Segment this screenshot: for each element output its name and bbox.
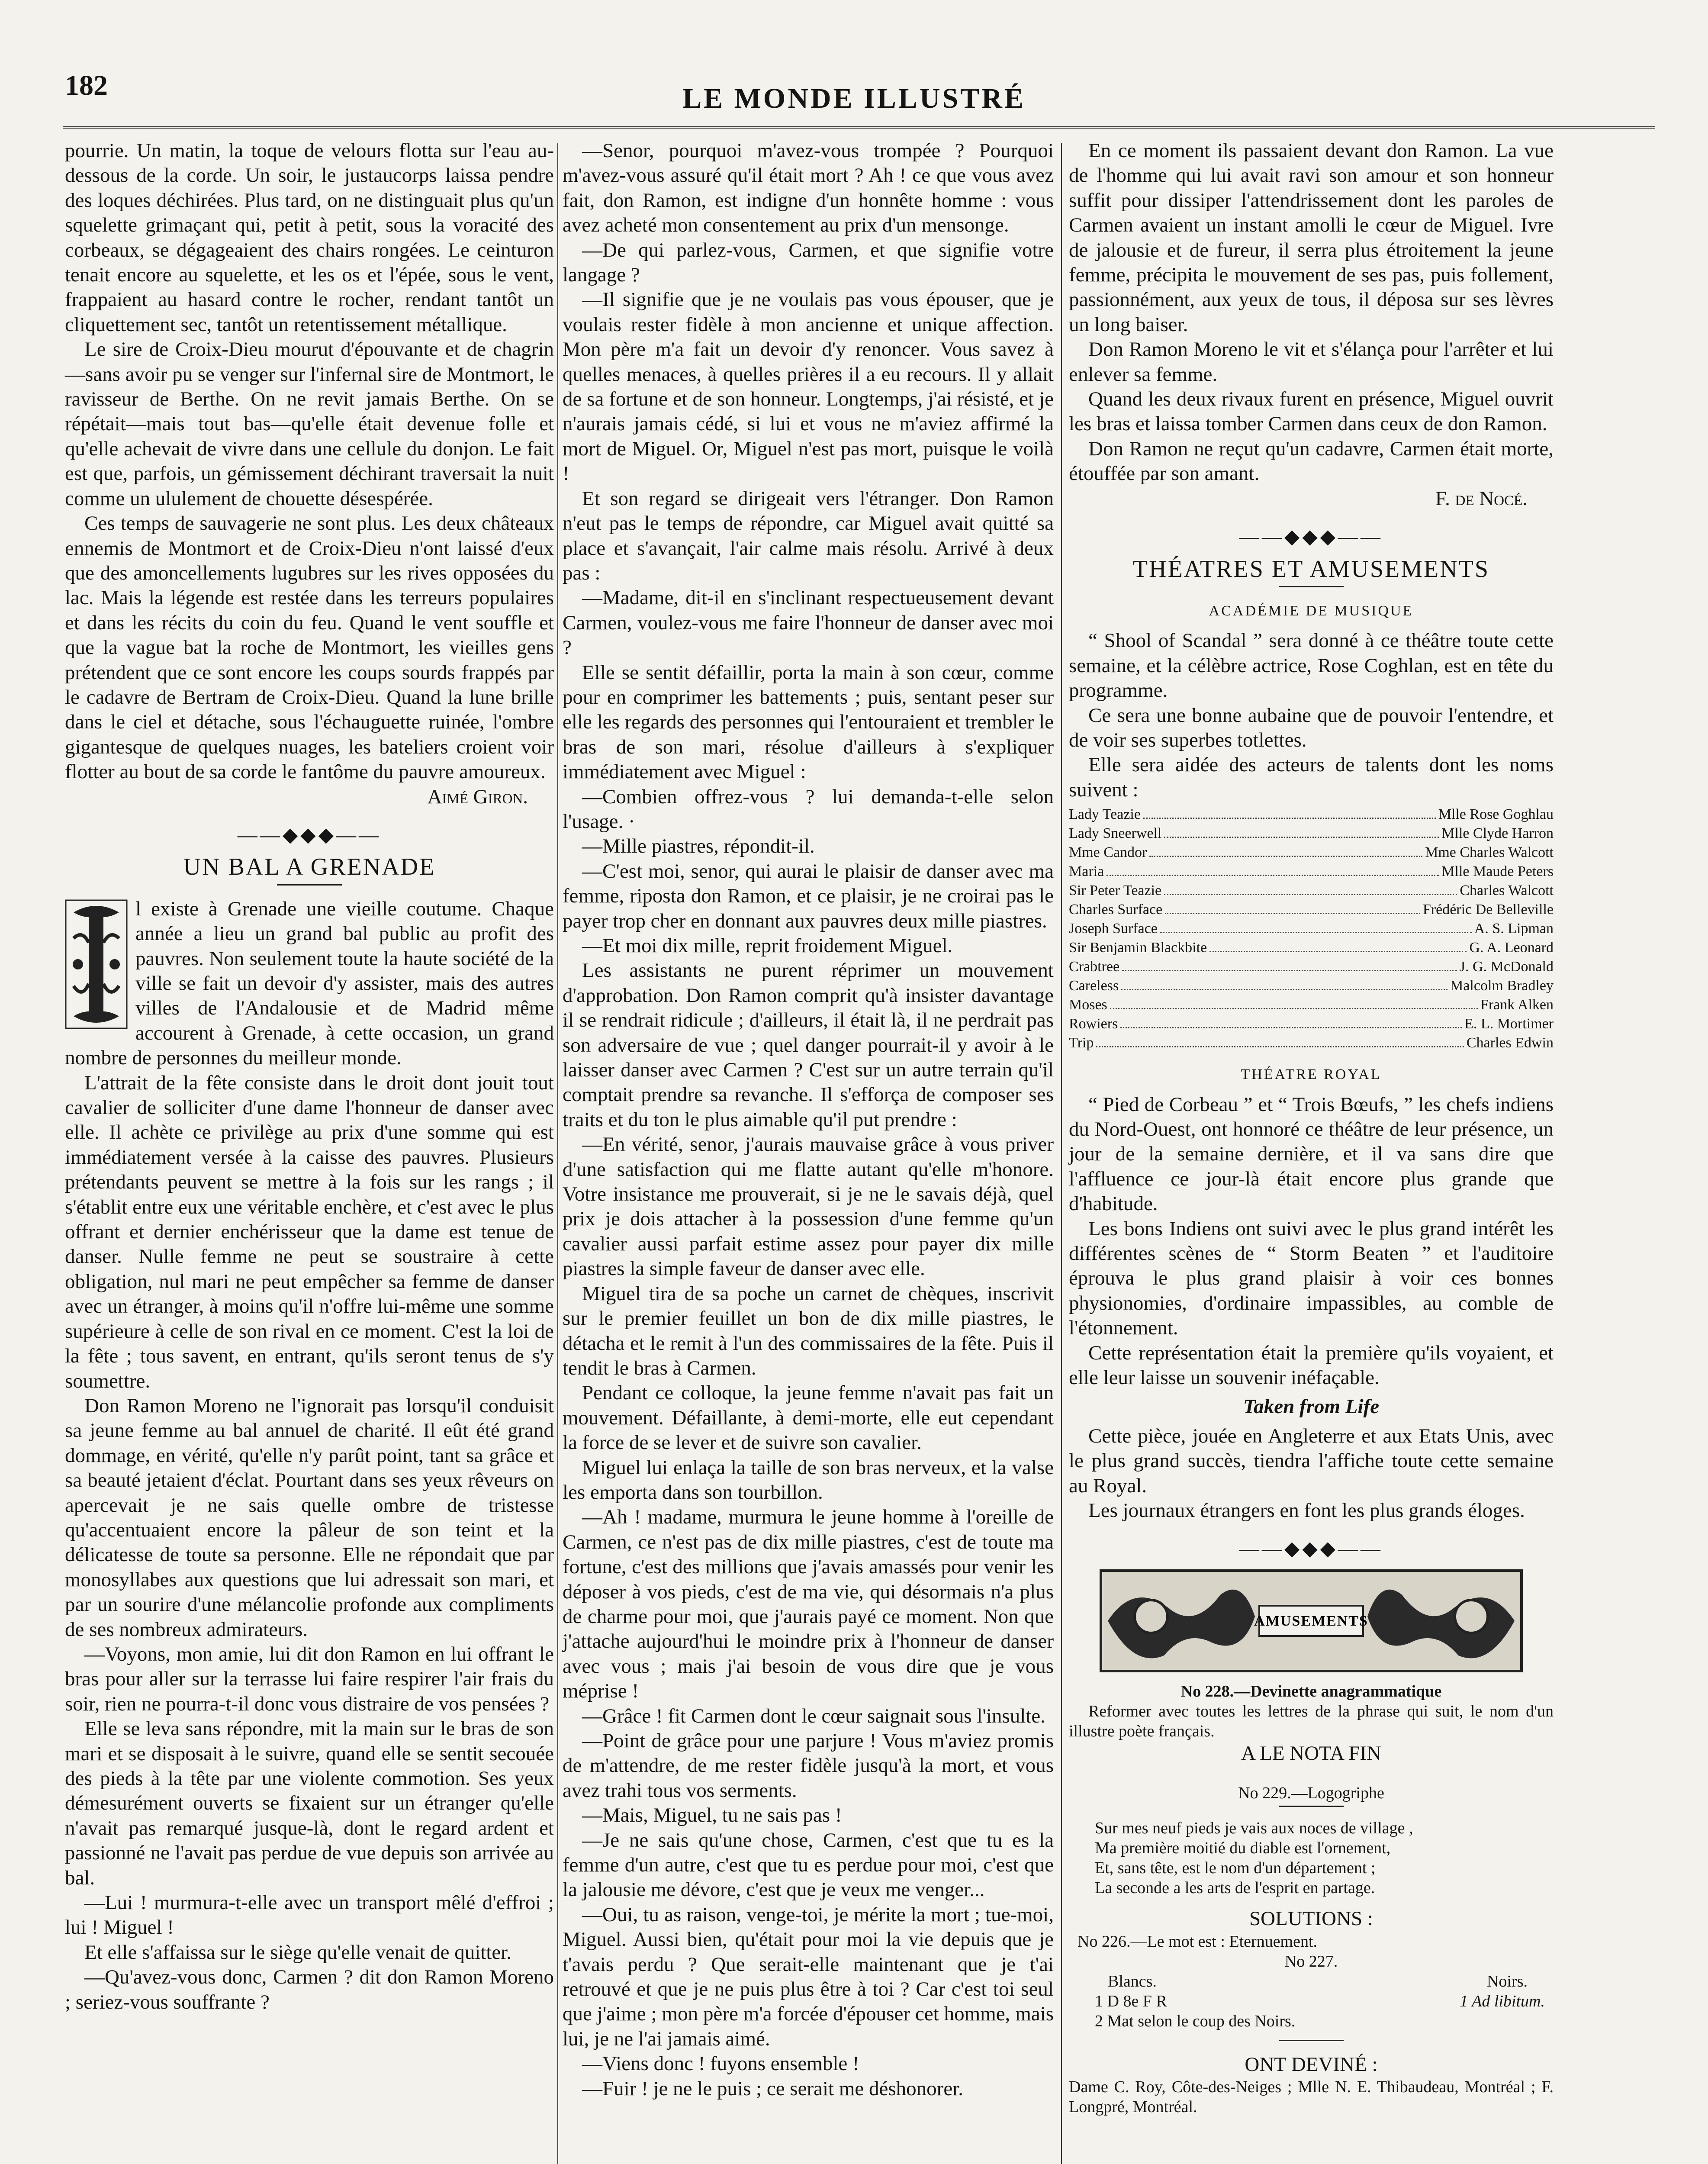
- title-rule: [1279, 1806, 1344, 1807]
- cast-role: Joseph Surface: [1069, 921, 1158, 937]
- cast-role: Mme Candor: [1069, 844, 1147, 861]
- dot-leader: [1149, 856, 1422, 857]
- column-1: [65, 138, 554, 2015]
- cast-role: Trip: [1069, 1035, 1094, 1051]
- theatre-paragraph: “ Shool of Scandal ” sera donné à ce théâtre toute cette semaine, et la célèbre actrice, Rose Coghlan, est en tête du programme.: [1069, 629, 1554, 702]
- title-rule: [1279, 2040, 1344, 2041]
- story-paragraph: —Il signifie que je ne voulais pas vous épouser, que je voulais rester fidèle à mon ancienne et unique affection. Mon père m'a fait un devoir d'y renoncer. Vous savez à quelles menaces, à quelles prières il a eu recours. Il y allait de sa fortune et de son honneur. Longtemps, j'ai résisté, et je n'aurais jamais cédé, si lui et vous ne m'aviez affirmé la mort de Miguel. Or, Miguel n'est pas mort, puisque le voilà !: [563, 288, 1054, 485]
- cast-role: Lady Teazie: [1069, 806, 1141, 823]
- story-paragraph: —Qu'avez-vous donc, Carmen ? dit don Ramon Moreno ; seriez-vous souffrante ?: [65, 1966, 554, 2013]
- story-paragraph: —Je ne sais qu'une chose, Carmen, c'est que tu es la femme d'un autre, c'est que tu es perdue pour moi, c'est que la jalousie me dévore, c'est que je veux me venger...: [563, 1829, 1054, 1901]
- cast-row: [1069, 805, 1554, 824]
- story-paragraph: —Mais, Miguel, tu ne sais pas !: [582, 1804, 842, 1827]
- puzzle-heading: No 229.—Logogriphe: [1238, 1784, 1384, 1803]
- column-divider: [1061, 143, 1062, 2164]
- story-paragraph: —Viens donc ! fuyons ensemble !: [582, 2052, 859, 2075]
- cast-row: [1069, 824, 1554, 843]
- cast-row: [1069, 957, 1554, 976]
- dot-leader: [1209, 951, 1467, 952]
- story-paragraph: —Grâce ! fit Carmen dont le cœur saignait sous l'insulte.: [582, 1704, 1045, 1727]
- theatre-paragraph: Cette pièce, jouée en Angleterre et aux Etats Unis, avec le plus grand succès, tiendra l'affiche toute cette semaine au Royal.: [1069, 1424, 1554, 1497]
- cast-row: [1069, 843, 1554, 862]
- story-paragraph: —Senor, pourquoi m'avez-vous trompée ? Pourquoi m'avez-vous assuré qu'il était mort ? Ah ! ce que vous avez fait, don Ramon, est indigne d'un honnête homme : vous avez acheté mon consentement au prix d'un mensonge.: [563, 139, 1054, 237]
- cast-role: Sir Benjamin Blackbite: [1069, 940, 1207, 956]
- cast-actor: J. G. McDonald: [1459, 959, 1554, 975]
- noirs-label: Noirs.: [1487, 1972, 1528, 1990]
- story-paragraph: Le sire de Croix-Dieu mourut d'épouvante et de chagrin—sans avoir pu se venger sur l'infernal sire de Montmort, le ravisseur de Berthe. On ne revit jamais Berthe. On se répétait—mais tout bas—qu'elle était devenue folle et qu'elle achevait de vivre dans une cellule du donjon. Le fait est que, parfois, un gémissement déchirant traversait la nuit comme un ululement de chouette désespérée.: [65, 338, 554, 510]
- dot-leader: [1164, 837, 1439, 838]
- solution-moves: [1069, 1991, 1554, 2011]
- column-3: [1069, 138, 1554, 2117]
- story-paragraph: —Mille piastres, répondit-il.: [582, 835, 815, 858]
- story-paragraph: —C'est moi, senor, qui aurai le plaisir de danser avec ma femme, riposta don Ramon, et ce plaisir, je ne croirai pas le payer trop cher en donnant aux pauvres deux mille piastres.: [563, 860, 1054, 932]
- solutions-heading: SOLUTIONS :: [1249, 1907, 1373, 1930]
- story-paragraph: —Et moi dix mille, reprit froidement Miguel.: [582, 934, 953, 957]
- dot-leader: [1120, 1027, 1462, 1028]
- cast-actor: Mlle Clyde Harron: [1441, 825, 1554, 842]
- story-paragraph: —Ah ! madame, murmura le jeune homme à l'oreille de Carmen, ce n'est pas de dix mille piastres, c'est de toute ma fortune, c'est des millions que j'avais amassés pour venir les déposer à vos pieds, c'est de ma vie, qui désormais n'a plus de charme pour moi, que j'aurais payé ce moment. Non que j'attache aujourd'hui le moindre prix à l'honneur de danser avec vous ; mais j'ai besoin de vous dire que je vous méprise !: [563, 1506, 1054, 1703]
- solution-226: No 226.—Le mot est : Eternuement.: [1078, 1932, 1318, 1951]
- story-paragraph: Don Ramon Moreno ne l'ignorait pas lorsqu'il conduisit sa jeune femme au bal annuel de charité. Il eût été grand dommage, en vérité, qu'elle n'y parût point, tant sa grâce et sa beauté jetaient d'éclat. Pourtant dans ses yeux rêveurs on apercevait je ne sais quelle ombre de tristesse qu'accentuaient encore la pâleur de son teint et la délicatesse de toute sa personne. Elle ne répondait que par monosyllabes aux questions que lui adressait son mari, et par un sourire d'une mélancolie profonde aux compliments de ses nombreux admirateurs.: [65, 1394, 554, 1641]
- dot-leader: [1121, 989, 1447, 990]
- theatre-paragraph: Les bons Indiens ont suivi avec le plus grand intérêt les différentes scènes de “ Storm Beaten ” et l'auditoire éprouva le plus grand plaisir à voir ces bonnes physionomies, d'ordinaire impassibles, au comble de l'étonnement.: [1069, 1217, 1554, 1340]
- dot-leader: [1107, 875, 1439, 876]
- dot-leader: [1122, 970, 1457, 971]
- cast-row: [1069, 995, 1554, 1014]
- cast-row: [1069, 938, 1554, 957]
- story-paragraph: Miguel tira de sa poche un carnet de chèques, inscrivit sur le premier feuillet un bon de dix mille piastres, le détacha et le remit à l'un des commissaires de la fête. Puis il tendit le bras à Carmen.: [563, 1282, 1054, 1379]
- story-paragraph: —Point de grâce pour une parjure ! Vous m'aviez promis de m'attendre, de me rester fidèle jusqu'à la mort, et vous avez trahi tous vos serments.: [563, 1729, 1054, 1802]
- logogriphe-verse: [1095, 1818, 1554, 1898]
- cast-list: [1069, 805, 1554, 1053]
- cast-row: [1069, 919, 1554, 938]
- cast-actor: Mme Charles Walcott: [1425, 844, 1554, 861]
- section-title: THÉATRES ET AMUSEMENTS: [1132, 555, 1490, 583]
- dot-leader: [1165, 913, 1420, 914]
- story-paragraph: Pendant ce colloque, la jeune femme n'avait pas fait un mouvement. Défaillante, à demi-morte, elle eut cependant la force de se lever et de suivre son cavalier.: [563, 1381, 1054, 1454]
- cast-role: Moses: [1069, 997, 1107, 1013]
- cast-role: Careless: [1069, 978, 1119, 994]
- story-paragraph: Elle se leva sans répondre, mit la main sur le bras de son mari et se disposait à le suivre, quand elle se sentit secouée des pieds à la tête par une violente commotion. Ses yeux démesurément ouverts se fixaient sur un étranger qu'elle n'avait pas remarqué jusque-là, dont le regard ardent et passionné ne l'avait pas perdue de vue depuis son arrivée au bal.: [65, 1717, 554, 1889]
- blancs-move-1: 1 D 8e F R: [1095, 1992, 1167, 2010]
- story-paragraph: Quand les deux rivaux furent en présence, Miguel ouvrit les bras et laissa tomber Carmen dans ceux de don Ramon.: [1069, 388, 1554, 435]
- cast-actor: E. L. Mortimer: [1464, 1016, 1554, 1032]
- puzzle-heading: No 228.—Devinette anagrammatique: [1180, 1682, 1442, 1700]
- story-paragraph: L'attrait de la fête consiste dans le droit dont jouit tout cavalier de solliciter d'une dame l'honneur de danser avec elle. Il achète ce privilège au prix d'une somme qui est immédiatement versée à la caisse des pauvres. Plusieurs prétendants peuvent se mettre à la fois sur les rangs ; il s'établit entre eux une véritable enchère, et c'est avec le plus offrant et dernier enchérisseur que la dame est tenue de danser. Nulle femme ne peut se soustraire à cette obligation, nul mari ne peut empêcher sa femme de danser avec un étranger, à moins qu'il n'offre lui-même une somme supérieure à celle de son rival en ce moment. C'est la loi de la fête ; tous savent, en entrant, qu'ils seront tenus de s'y soumettre.: [65, 1071, 554, 1392]
- cast-actor: Frédéric De Belleville: [1422, 902, 1554, 918]
- story-paragraph: —Fuir ! je ne le puis ; ce serait me déshonorer.: [582, 2077, 963, 2100]
- title-rule: [277, 884, 342, 886]
- first-paragraph-block: [65, 897, 554, 1071]
- subsection-heading: ACADÉMIE DE MUSIQUE: [1209, 602, 1414, 619]
- cast-actor: Malcolm Bradley: [1450, 978, 1554, 994]
- cast-role: Maria: [1069, 863, 1104, 880]
- cast-actor: Mlle Rose Goghlau: [1438, 806, 1554, 823]
- cast-row: [1069, 900, 1554, 919]
- cast-role: Rowiers: [1069, 1016, 1118, 1032]
- story-paragraph: Miguel lui enlaça la taille de son bras nerveux, et la valse les emporta dans son tourbillon.: [563, 1456, 1054, 1504]
- theatre-paragraph: Les journaux étrangers en font les plus grands éloges.: [1088, 1499, 1525, 1522]
- story-paragraph: —Combien offrez-vous ? lui demanda-t-elle selon l'usage. ·: [563, 785, 1054, 833]
- devine-text: Dame C. Roy, Côte-des-Neiges ; Mlle N. E. Thibaudeau, Montréal ; F. Longpré, Montréal.: [1069, 2078, 1554, 2116]
- story-paragraph: —En vérité, senor, j'aurais mauvaise grâce à vous priver d'une satisfaction qui me flatte autant qu'elle m'honore. Votre insistance me prouverait, si je ne le savais déjà, quel prix je dois attacher à la possession d'une femme qu'un cavalier aussi parfait estime assez pour payer dix mille piastres la simple faveur de danser avec elle.: [563, 1133, 1054, 1280]
- cast-row: [1069, 1034, 1554, 1053]
- cast-actor: Frank Alken: [1480, 997, 1554, 1013]
- story-paragraph: Les assistants ne purent réprimer un mouvement d'approbation. Don Ramon comprit qu'à insister davantage il se rendrait ridicule ; d'ailleurs, il était là, il ne perdrait pas son adversaire de vue ; quel danger pourrait-il y avoir à le laisser danser avec Carmen ? C'est sur un autre terrain qu'il comptait prendre sa revanche. Il s'efforça de composer ses traits et du ton le plus aimable qu'il put prendre :: [563, 959, 1054, 1131]
- story-paragraph: —De qui parlez-vous, Carmen, et que signifie votre langage ?: [563, 238, 1054, 287]
- story-paragraph: Et elle s'affaissa sur le siège qu'elle venait de quitter.: [84, 1941, 512, 1964]
- theatre-paragraph: Elle sera aidée des acteurs de talents dont les noms suivent :: [1069, 754, 1554, 801]
- cast-actor: G. A. Leonard: [1469, 940, 1554, 956]
- dot-leader: [1160, 932, 1472, 933]
- story-paragraph: Don Ramon Moreno le vit et s'élança pour l'arrêter et lui enlever sa femme.: [1069, 338, 1554, 386]
- ornament-divider: ——◆◆◆——: [1239, 1537, 1383, 1560]
- story-paragraph: —Madame, dit-il en s'inclinant respectueusement devant Carmen, voulez-vous me faire l'honneur de danser avec moi ?: [563, 586, 1054, 659]
- dot-leader: [1164, 894, 1457, 895]
- story-paragraph: En ce moment ils passaient devant don Ramon. La vue de l'homme qui lui avait ravi son amour et son honneur suffit pour dissiper l'attendrissement dont les paroles de Carmen avaient un instant amolli le cœur de Miguel. Ivre de jalousie et de fureur, il serra plus étroitement la jeune femme, précipita le mouvement de ses pas, puis follement, passionnément, aux yeux de tous, il déposa sur ses lèvres un long baiser.: [1069, 139, 1554, 336]
- solution-labels: [1069, 1971, 1554, 1991]
- devine-heading: ONT DEVINÉ :: [1245, 2053, 1378, 2076]
- cast-actor: Charles Walcott: [1460, 882, 1554, 899]
- story-paragraph: Ces temps de sauvagerie ne sont plus. Les deux châteaux ennemis de Montmort et de Croix-Dieu n'ont laissé d'eux que des amoncellements lugubres sur les rives opposées du lac. Mais la légende est restée dans les terreurs populaires et dans les récits du coin du feu. Quand le vent souffle et que la vague bat la roche de Montmort, les vieilles gens prétendent que ce sont encore les coups sourds frappés par le cadavre de Bertram de Croix-Dieu. Quand la lune brille dans le ciel et détache, sous l'échauguette ruinée, l'ombre gigantesque de quelques nuages, les bateliers croient voir flotter au bout de sa corde le fantôme du pauvre amoureux.: [65, 512, 554, 783]
- verse-line: Et, sans tête, est le nom d'un département ;: [1095, 1859, 1376, 1877]
- ornament-divider: ——◆◆◆——: [1239, 525, 1383, 548]
- verse-line: Sur mes neuf pieds je vais aux noces de village ,: [1095, 1819, 1413, 1838]
- theatre-paragraph: Cette représentation était la première qu'ils voyaient, et elle leur laisse un souvenir inéfaçable.: [1069, 1341, 1554, 1389]
- noirs-move-1: 1 Ad libitum.: [1460, 1992, 1545, 2010]
- cast-role: Crabtree: [1069, 959, 1120, 975]
- story-paragraph: Don Ramon ne reçut qu'un cadavre, Carmen était morte, étouffée par son amant.: [1069, 437, 1554, 485]
- story-paragraph: —Oui, tu as raison, venge-toi, je mérite la mort ; tue-moi, Miguel. Aussi bien, qu'était pour moi la vie depuis que je t'avais perdu ? Que serait-elle maintenant que je t'ai retrouvé et que je ne puis plus être à toi ? Car c'est toi seul que j'aime ; mon père m'a forcée d'épouser cet homme, mais lui, je ne l'ai jamais aimé.: [563, 1903, 1054, 2050]
- subsection-heading: Taken from Life: [1243, 1395, 1380, 1418]
- title-rule: [1279, 586, 1344, 587]
- theatre-paragraph: Ce sera une bonne aubaine que de pouvoir l'entendre, et de voir ses superbes totlettes.: [1069, 704, 1554, 751]
- story-paragraph: Et son regard se dirigeait vers l'étranger. Don Ramon n'eut pas le temps de répondre, car Miguel avait quitté sa place et s'avançait, l'air calme mais résolu. Arrivé à deux pas :: [563, 487, 1054, 584]
- cast-role: Charles Surface: [1069, 902, 1163, 918]
- banner-label: AMUSEMENTS: [1254, 1613, 1368, 1629]
- verse-line: Ma première moitié du diable est l'ornement,: [1095, 1839, 1391, 1858]
- header-rule: [63, 126, 1655, 131]
- blancs-label: Blancs.: [1108, 1972, 1157, 1990]
- column-2: [563, 138, 1054, 2101]
- cast-row: [1069, 881, 1554, 900]
- ornament-divider: ——◆◆◆——: [237, 823, 382, 846]
- dot-leader: [1143, 818, 1436, 819]
- theatre-paragraph: “ Pied de Corbeau ” et “ Trois Bœufs, ” les chefs indiens du Nord-Ouest, ont honnoré ce théâtre de leur présence, un jour de la semaine dernière, et il va sans dire que l'affluence ce jour-là était encore plus grande que d'habitude.: [1069, 1093, 1554, 1215]
- column-divider: [557, 143, 558, 2164]
- cast-role: Sir Peter Teazie: [1069, 882, 1162, 899]
- first-paragraph: l existe à Grenade une vieille coutume. Chaque année a lieu un grand bal public au profit des pauvres. Non seulement toute la haute société de la ville se fait un devoir d'y assister, mais des autres villes de l'Andalousie et de Madrid même accourent à Grenade, à cette occasion, un grand nombre de personnes du meilleur monde.: [65, 897, 554, 1069]
- author-signature: Aimé Giron.: [427, 785, 528, 808]
- cast-row: [1069, 976, 1554, 995]
- author-signature: F. de Nocé.: [1435, 487, 1528, 510]
- puzzle-answer: A LE NOTA FIN: [1241, 1742, 1381, 1765]
- story-paragraph: —Voyons, mon amie, lui dit don Ramon en lui offrant le bras pour aller sur la terrasse lui faire respirer l'air frais du soir, rien ne pourra-t-il donc vous distraire de vos pensées ?: [65, 1642, 554, 1715]
- article-title: UN BAL A GRENADE: [183, 853, 436, 881]
- cast-actor: Mlle Maude Peters: [1441, 863, 1554, 880]
- story-paragraph: —Lui ! murmura-t-elle avec un transport mêlé d'effroi ; lui ! Miguel !: [65, 1891, 554, 1939]
- puzzle-text: Reformer avec toutes les lettres de la phrase qui suit, le nom d'un illustre poète français.: [1069, 1702, 1554, 1740]
- cast-role: Lady Sneerwell: [1069, 825, 1162, 842]
- verse-line: La seconde a les arts de l'esprit en partage.: [1095, 1879, 1375, 1897]
- solution-227: No 227.: [1284, 1952, 1338, 1971]
- page-number: 182: [65, 70, 108, 101]
- dot-leader: [1110, 1008, 1478, 1009]
- dot-leader: [1096, 1046, 1464, 1047]
- amusements-banner: [1099, 1569, 1523, 1673]
- cast-actor: Charles Edwin: [1466, 1035, 1554, 1051]
- subsection-heading: THÉATRE ROYAL: [1241, 1066, 1382, 1083]
- story-paragraph: Elle se sentit défaillir, porta la main à son cœur, comme pour en comprimer les battements ; puis, sentant peser sur elle les regards des personnes qui l'entouraient et trembler le bras de son mari, résolue d'ailleurs à s'expliquer immédiatement avec Miguel :: [563, 661, 1054, 783]
- cast-actor: A. S. Lipman: [1474, 921, 1554, 937]
- cast-row: [1069, 1014, 1554, 1034]
- ornate-initial-i-icon: [65, 899, 128, 1029]
- story-paragraph: pourrie. Un matin, la toque de velours flotta sur l'eau au-dessous de la corde. Un soir, le justaucorps laissa pendre des loques déchirées. Plus tard, on ne distinguait plus qu'un squelette grimaçant qui, petit à petit, sous la voracité des corbeaux, se dégageaient des chairs rongées. Le ceinturon tenait encore au squelette, et les os et l'épée, sous le vent, frappaient au hasard contre le rocher, rendant tantôt un cliquettement sec, tantôt un retentissement métallique.: [65, 139, 554, 336]
- masthead-title: LE MONDE ILLUSTRÉ: [682, 83, 1026, 114]
- cast-row: [1069, 862, 1554, 881]
- blancs-move-2: 2 Mat selon le coup des Noirs.: [1095, 2012, 1296, 2030]
